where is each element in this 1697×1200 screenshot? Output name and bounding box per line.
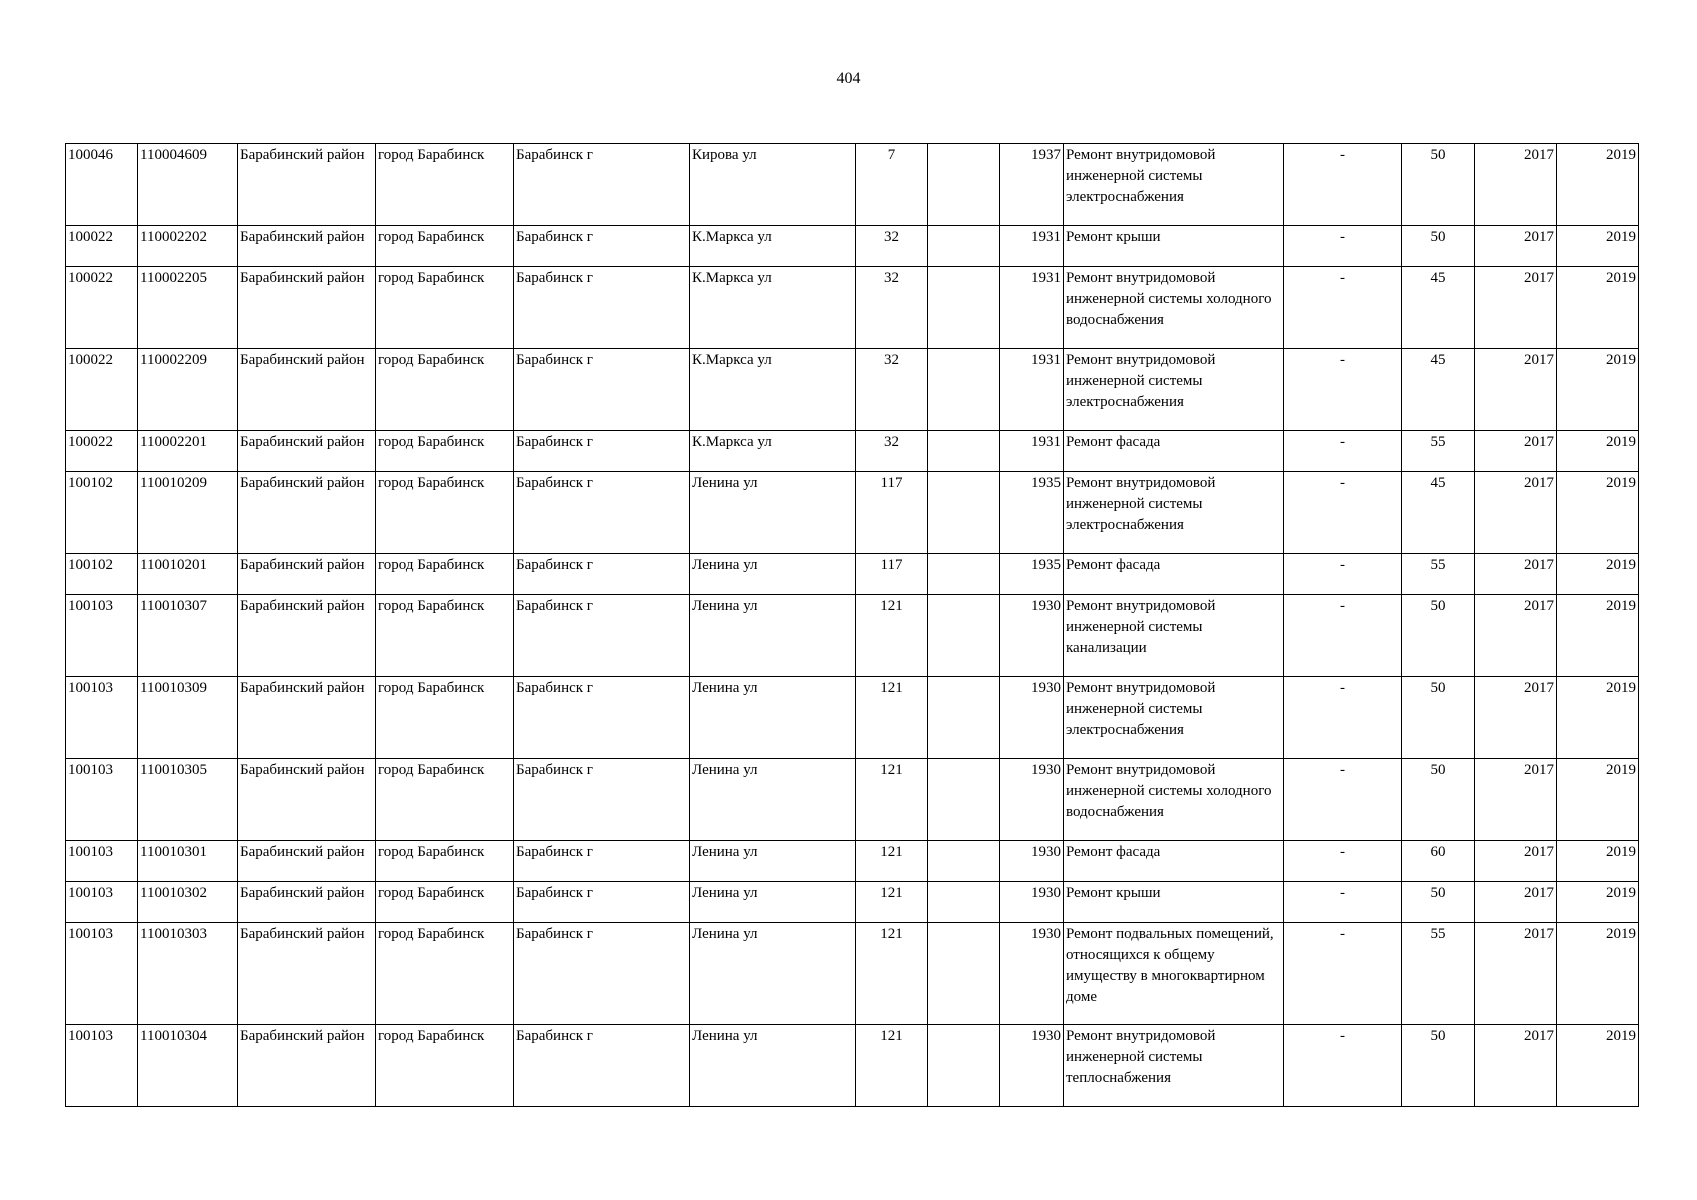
dash-cell: - bbox=[1284, 595, 1402, 677]
district-cell: Барабинский район bbox=[238, 677, 376, 759]
house-number-cell: 7 bbox=[856, 144, 928, 226]
work-type-cell: Ремонт крыши bbox=[1064, 882, 1284, 923]
building-cell bbox=[928, 472, 1000, 554]
work-type-cell: Ремонт внутридомовой инженерной системы электроснабжения bbox=[1064, 349, 1284, 431]
street-cell: Ленина ул bbox=[690, 882, 856, 923]
dash-cell: - bbox=[1284, 841, 1402, 882]
municipality-cell: город Барабинск bbox=[376, 554, 514, 595]
house-number-cell: 121 bbox=[856, 923, 928, 1025]
record-id-cell: 100022 bbox=[66, 267, 138, 349]
percent-cell: 50 bbox=[1402, 882, 1475, 923]
locality-cell: Барабинск г bbox=[514, 226, 690, 267]
table-row bbox=[66, 882, 1639, 923]
construction-year-cell: 1930 bbox=[1000, 595, 1064, 677]
street-cell: Ленина ул bbox=[690, 759, 856, 841]
construction-year-cell: 1930 bbox=[1000, 841, 1064, 882]
municipality-cell: город Барабинск bbox=[376, 677, 514, 759]
record-id-cell: 100102 bbox=[66, 554, 138, 595]
record-id-cell: 100103 bbox=[66, 882, 138, 923]
start-year-cell: 2017 bbox=[1475, 595, 1557, 677]
locality-cell: Барабинск г bbox=[514, 349, 690, 431]
district-cell: Барабинский район bbox=[238, 595, 376, 677]
house-number-cell: 121 bbox=[856, 1025, 928, 1107]
locality-cell: Барабинск г bbox=[514, 882, 690, 923]
start-year-cell: 2017 bbox=[1475, 677, 1557, 759]
building-cell bbox=[928, 882, 1000, 923]
record-id-cell: 100103 bbox=[66, 1025, 138, 1107]
municipality-cell: город Барабинск bbox=[376, 267, 514, 349]
municipality-cell: город Барабинск bbox=[376, 226, 514, 267]
locality-cell: Барабинск г bbox=[514, 923, 690, 1025]
construction-year-cell: 1935 bbox=[1000, 554, 1064, 595]
record-id-cell: 100046 bbox=[66, 144, 138, 226]
locality-cell: Барабинск г bbox=[514, 841, 690, 882]
table-row bbox=[66, 595, 1639, 677]
work-type-cell: Ремонт фасада bbox=[1064, 841, 1284, 882]
district-cell: Барабинский район bbox=[238, 226, 376, 267]
house-number-cell: 117 bbox=[856, 472, 928, 554]
start-year-cell: 2017 bbox=[1475, 267, 1557, 349]
street-cell: Ленина ул bbox=[690, 841, 856, 882]
locality-cell: Барабинск г bbox=[514, 431, 690, 472]
district-cell: Барабинский район bbox=[238, 923, 376, 1025]
table-row bbox=[66, 472, 1639, 554]
dash-cell: - bbox=[1284, 431, 1402, 472]
locality-cell: Барабинск г bbox=[514, 472, 690, 554]
municipality-cell: город Барабинск bbox=[376, 882, 514, 923]
table-row bbox=[66, 431, 1639, 472]
house-number-cell: 121 bbox=[856, 882, 928, 923]
dash-cell: - bbox=[1284, 554, 1402, 595]
construction-year-cell: 1930 bbox=[1000, 759, 1064, 841]
object-code-cell: 110002202 bbox=[138, 226, 238, 267]
building-cell bbox=[928, 677, 1000, 759]
end-year-cell: 2019 bbox=[1557, 841, 1639, 882]
construction-year-cell: 1935 bbox=[1000, 472, 1064, 554]
work-type-cell: Ремонт внутридомовой инженерной системы холодного водоснабжения bbox=[1064, 759, 1284, 841]
municipality-cell: город Барабинск bbox=[376, 923, 514, 1025]
building-cell bbox=[928, 841, 1000, 882]
record-id-cell: 100103 bbox=[66, 841, 138, 882]
table-row bbox=[66, 1025, 1639, 1107]
object-code-cell: 110010309 bbox=[138, 677, 238, 759]
street-cell: К.Маркса ул bbox=[690, 267, 856, 349]
percent-cell: 50 bbox=[1402, 759, 1475, 841]
house-number-cell: 117 bbox=[856, 554, 928, 595]
house-number-cell: 121 bbox=[856, 595, 928, 677]
work-type-cell: Ремонт фасада bbox=[1064, 431, 1284, 472]
building-cell bbox=[928, 226, 1000, 267]
page-number: 404 bbox=[836, 70, 861, 87]
record-id-cell: 100103 bbox=[66, 595, 138, 677]
district-cell: Барабинский район bbox=[238, 554, 376, 595]
start-year-cell: 2017 bbox=[1475, 431, 1557, 472]
district-cell: Барабинский район bbox=[238, 472, 376, 554]
building-cell bbox=[928, 1025, 1000, 1107]
house-number-cell: 32 bbox=[856, 226, 928, 267]
locality-cell: Барабинск г bbox=[514, 677, 690, 759]
street-cell: К.Маркса ул bbox=[690, 431, 856, 472]
dash-cell: - bbox=[1284, 759, 1402, 841]
table-row bbox=[66, 759, 1639, 841]
building-cell bbox=[928, 759, 1000, 841]
object-code-cell: 110010305 bbox=[138, 759, 238, 841]
percent-cell: 60 bbox=[1402, 841, 1475, 882]
street-cell: Ленина ул bbox=[690, 1025, 856, 1107]
registry-table bbox=[65, 143, 1639, 1107]
percent-cell: 55 bbox=[1402, 431, 1475, 472]
locality-cell: Барабинск г bbox=[514, 554, 690, 595]
start-year-cell: 2017 bbox=[1475, 226, 1557, 267]
building-cell bbox=[928, 144, 1000, 226]
building-cell bbox=[928, 595, 1000, 677]
street-cell: Ленина ул bbox=[690, 677, 856, 759]
work-type-cell: Ремонт фасада bbox=[1064, 554, 1284, 595]
dash-cell: - bbox=[1284, 472, 1402, 554]
municipality-cell: город Барабинск bbox=[376, 349, 514, 431]
record-id-cell: 100022 bbox=[66, 226, 138, 267]
end-year-cell: 2019 bbox=[1557, 882, 1639, 923]
record-id-cell: 100103 bbox=[66, 923, 138, 1025]
percent-cell: 55 bbox=[1402, 554, 1475, 595]
district-cell: Барабинский район bbox=[238, 841, 376, 882]
end-year-cell: 2019 bbox=[1557, 349, 1639, 431]
end-year-cell: 2019 bbox=[1557, 923, 1639, 1025]
work-type-cell: Ремонт внутридомовой инженерной системы электроснабжения bbox=[1064, 677, 1284, 759]
construction-year-cell: 1930 bbox=[1000, 677, 1064, 759]
street-cell: Ленина ул bbox=[690, 595, 856, 677]
percent-cell: 45 bbox=[1402, 267, 1475, 349]
object-code-cell: 110004609 bbox=[138, 144, 238, 226]
locality-cell: Барабинск г bbox=[514, 595, 690, 677]
percent-cell: 50 bbox=[1402, 226, 1475, 267]
dash-cell: - bbox=[1284, 882, 1402, 923]
end-year-cell: 2019 bbox=[1557, 144, 1639, 226]
municipality-cell: город Барабинск bbox=[376, 1025, 514, 1107]
street-cell: Ленина ул bbox=[690, 554, 856, 595]
table-row bbox=[66, 226, 1639, 267]
building-cell bbox=[928, 923, 1000, 1025]
municipality-cell: город Барабинск bbox=[376, 841, 514, 882]
object-code-cell: 110010209 bbox=[138, 472, 238, 554]
locality-cell: Барабинск г bbox=[514, 759, 690, 841]
work-type-cell: Ремонт внутридомовой инженерной системы электроснабжения bbox=[1064, 144, 1284, 226]
work-type-cell: Ремонт внутридомовой инженерной системы электроснабжения bbox=[1064, 472, 1284, 554]
start-year-cell: 2017 bbox=[1475, 923, 1557, 1025]
district-cell: Барабинский район bbox=[238, 144, 376, 226]
house-number-cell: 32 bbox=[856, 267, 928, 349]
house-number-cell: 32 bbox=[856, 349, 928, 431]
construction-year-cell: 1931 bbox=[1000, 267, 1064, 349]
end-year-cell: 2019 bbox=[1557, 677, 1639, 759]
start-year-cell: 2017 bbox=[1475, 144, 1557, 226]
percent-cell: 55 bbox=[1402, 923, 1475, 1025]
street-cell: Ленина ул bbox=[690, 472, 856, 554]
municipality-cell: город Барабинск bbox=[376, 759, 514, 841]
dash-cell: - bbox=[1284, 226, 1402, 267]
work-type-cell: Ремонт внутридомовой инженерной системы холодного водоснабжения bbox=[1064, 267, 1284, 349]
table-row bbox=[66, 349, 1639, 431]
municipality-cell: город Барабинск bbox=[376, 144, 514, 226]
table-row bbox=[66, 267, 1639, 349]
record-id-cell: 100022 bbox=[66, 431, 138, 472]
percent-cell: 45 bbox=[1402, 349, 1475, 431]
district-cell: Барабинский район bbox=[238, 1025, 376, 1107]
object-code-cell: 110010304 bbox=[138, 1025, 238, 1107]
work-type-cell: Ремонт внутридомовой инженерной системы канализации bbox=[1064, 595, 1284, 677]
locality-cell: Барабинск г bbox=[514, 267, 690, 349]
end-year-cell: 2019 bbox=[1557, 472, 1639, 554]
table-row bbox=[66, 841, 1639, 882]
end-year-cell: 2019 bbox=[1557, 267, 1639, 349]
street-cell: К.Маркса ул bbox=[690, 226, 856, 267]
work-type-cell: Ремонт подвальных помещений, относящихся к общему имуществу в многоквартирном доме bbox=[1064, 923, 1284, 1025]
table-row bbox=[66, 923, 1639, 1025]
municipality-cell: город Барабинск bbox=[376, 472, 514, 554]
percent-cell: 45 bbox=[1402, 472, 1475, 554]
percent-cell: 50 bbox=[1402, 677, 1475, 759]
record-id-cell: 100102 bbox=[66, 472, 138, 554]
house-number-cell: 32 bbox=[856, 431, 928, 472]
building-cell bbox=[928, 267, 1000, 349]
district-cell: Барабинский район bbox=[238, 267, 376, 349]
record-id-cell: 100103 bbox=[66, 759, 138, 841]
municipality-cell: город Барабинск bbox=[376, 595, 514, 677]
start-year-cell: 2017 bbox=[1475, 472, 1557, 554]
table-body bbox=[66, 144, 1639, 1107]
building-cell bbox=[928, 349, 1000, 431]
dash-cell: - bbox=[1284, 267, 1402, 349]
object-code-cell: 110010302 bbox=[138, 882, 238, 923]
street-cell: Ленина ул bbox=[690, 923, 856, 1025]
table-row bbox=[66, 554, 1639, 595]
work-type-cell: Ремонт внутридомовой инженерной системы теплоснабжения bbox=[1064, 1025, 1284, 1107]
street-cell: Кирова ул bbox=[690, 144, 856, 226]
start-year-cell: 2017 bbox=[1475, 349, 1557, 431]
start-year-cell: 2017 bbox=[1475, 759, 1557, 841]
district-cell: Барабинский район bbox=[238, 759, 376, 841]
construction-year-cell: 1930 bbox=[1000, 1025, 1064, 1107]
object-code-cell: 110010307 bbox=[138, 595, 238, 677]
object-code-cell: 110002209 bbox=[138, 349, 238, 431]
dash-cell: - bbox=[1284, 1025, 1402, 1107]
district-cell: Барабинский район bbox=[238, 431, 376, 472]
building-cell bbox=[928, 554, 1000, 595]
record-id-cell: 100103 bbox=[66, 677, 138, 759]
construction-year-cell: 1930 bbox=[1000, 923, 1064, 1025]
dash-cell: - bbox=[1284, 677, 1402, 759]
percent-cell: 50 bbox=[1402, 1025, 1475, 1107]
building-cell bbox=[928, 431, 1000, 472]
start-year-cell: 2017 bbox=[1475, 554, 1557, 595]
locality-cell: Барабинск г bbox=[514, 144, 690, 226]
object-code-cell: 110010201 bbox=[138, 554, 238, 595]
table-row bbox=[66, 144, 1639, 226]
start-year-cell: 2017 bbox=[1475, 1025, 1557, 1107]
dash-cell: - bbox=[1284, 144, 1402, 226]
construction-year-cell: 1931 bbox=[1000, 226, 1064, 267]
start-year-cell: 2017 bbox=[1475, 841, 1557, 882]
street-cell: К.Маркса ул bbox=[690, 349, 856, 431]
percent-cell: 50 bbox=[1402, 595, 1475, 677]
dash-cell: - bbox=[1284, 349, 1402, 431]
table-row bbox=[66, 677, 1639, 759]
end-year-cell: 2019 bbox=[1557, 554, 1639, 595]
house-number-cell: 121 bbox=[856, 677, 928, 759]
construction-year-cell: 1931 bbox=[1000, 349, 1064, 431]
end-year-cell: 2019 bbox=[1557, 226, 1639, 267]
percent-cell: 50 bbox=[1402, 144, 1475, 226]
locality-cell: Барабинск г bbox=[514, 1025, 690, 1107]
district-cell: Барабинский район bbox=[238, 349, 376, 431]
district-cell: Барабинский район bbox=[238, 882, 376, 923]
end-year-cell: 2019 bbox=[1557, 595, 1639, 677]
house-number-cell: 121 bbox=[856, 841, 928, 882]
end-year-cell: 2019 bbox=[1557, 759, 1639, 841]
construction-year-cell: 1937 bbox=[1000, 144, 1064, 226]
construction-year-cell: 1930 bbox=[1000, 882, 1064, 923]
object-code-cell: 110010301 bbox=[138, 841, 238, 882]
record-id-cell: 100022 bbox=[66, 349, 138, 431]
start-year-cell: 2017 bbox=[1475, 882, 1557, 923]
house-number-cell: 121 bbox=[856, 759, 928, 841]
end-year-cell: 2019 bbox=[1557, 1025, 1639, 1107]
construction-year-cell: 1931 bbox=[1000, 431, 1064, 472]
object-code-cell: 110002205 bbox=[138, 267, 238, 349]
object-code-cell: 110002201 bbox=[138, 431, 238, 472]
end-year-cell: 2019 bbox=[1557, 431, 1639, 472]
work-type-cell: Ремонт крыши bbox=[1064, 226, 1284, 267]
object-code-cell: 110010303 bbox=[138, 923, 238, 1025]
municipality-cell: город Барабинск bbox=[376, 431, 514, 472]
dash-cell: - bbox=[1284, 923, 1402, 1025]
